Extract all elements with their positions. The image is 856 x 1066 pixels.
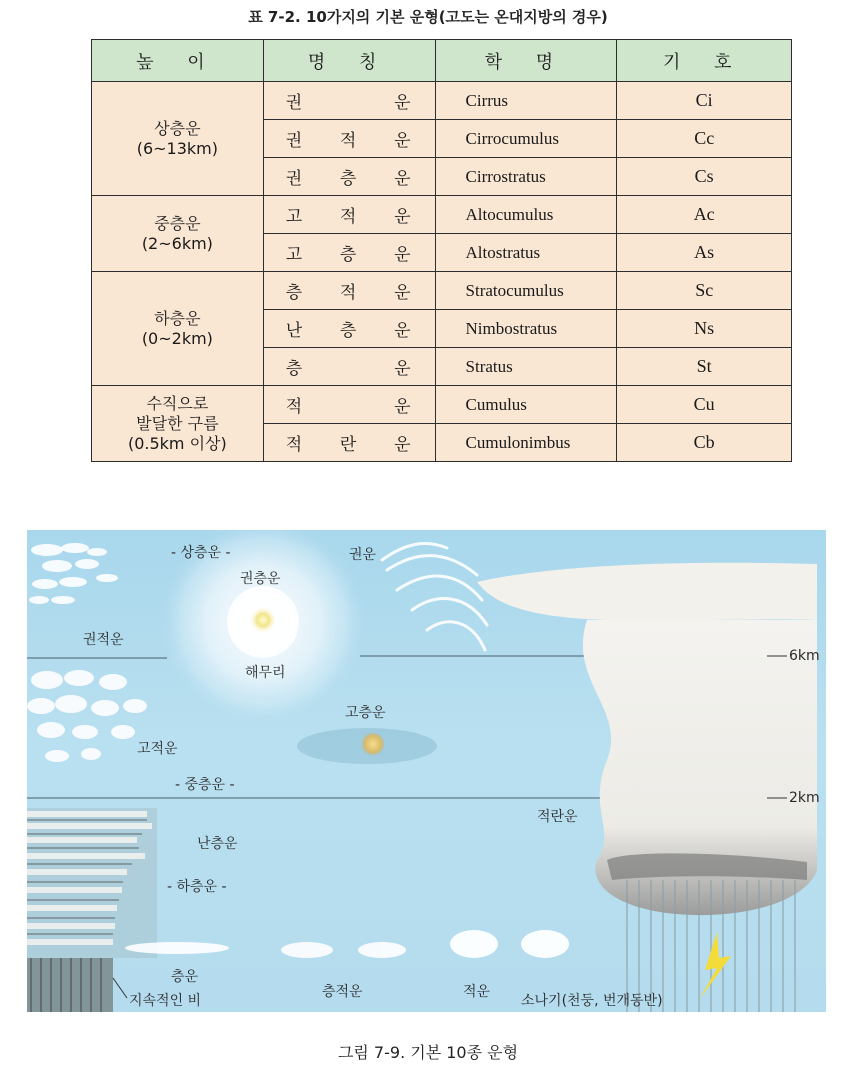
altitude-line: (2~6km) xyxy=(141,233,213,253)
altitude-line: (0.5km 이상) xyxy=(127,433,227,453)
cloud-name-char: 운 xyxy=(394,321,411,341)
lightning-icon xyxy=(699,932,731,1000)
stratocumulus-cloud xyxy=(281,942,406,958)
table-row xyxy=(92,196,792,234)
scientific-name-cell: Altostratus xyxy=(435,234,617,272)
scientific-name-cell: Cumulonimbus xyxy=(435,424,617,462)
header-altitude: 높 이 xyxy=(92,40,264,82)
symbol-cell: Ac xyxy=(617,196,792,234)
altitude-line: (0~2km) xyxy=(141,328,213,348)
symbol-cell: As xyxy=(617,234,792,272)
label-altostratus: 고층운 xyxy=(345,705,386,721)
label-halo: 해무리 xyxy=(245,665,286,681)
cloud-name-char: 층 xyxy=(339,321,357,341)
label-nimbostratus: 난층운 xyxy=(197,836,238,852)
symbol-cell: Ci xyxy=(617,82,792,120)
figure-caption: 그림 7-9. 기본 10종 운형 xyxy=(337,1043,519,1062)
cloud-name-char: 적 xyxy=(339,131,357,151)
cloud-name-cell xyxy=(263,386,435,424)
header-scientific-name: 학 명 xyxy=(435,40,617,82)
cloud-name-char: 운 xyxy=(394,435,411,455)
scientific-name-cell: Cirrocumulus xyxy=(435,120,617,158)
table-header-row xyxy=(92,40,792,82)
cloud-name-char: 운 xyxy=(394,93,411,113)
cloud-name-char: 적 xyxy=(339,207,357,227)
cloud-name-char: 운 xyxy=(394,169,411,189)
cirrus-cloud xyxy=(382,544,487,650)
sun-icon xyxy=(249,606,277,634)
label-cirrostratus: 권층운 xyxy=(240,571,281,587)
cloud-name-cell xyxy=(263,158,435,196)
symbol-cell: Sc xyxy=(617,272,792,310)
symbol-cell: St xyxy=(617,348,792,386)
scientific-name-cell: Stratus xyxy=(435,348,617,386)
label-cirrus: 권운 xyxy=(349,547,377,563)
table-row xyxy=(92,82,792,120)
scientific-name-cell: Cumulus xyxy=(435,386,617,424)
scientific-name-cell: Stratocumulus xyxy=(435,272,617,310)
cloud-name-char: 란 xyxy=(339,435,357,455)
stratus-cloud xyxy=(125,942,229,954)
altitude-cell xyxy=(92,82,264,196)
cloud-name-char: 적 xyxy=(285,397,303,417)
label-middle-level: - 중층운 - xyxy=(175,777,235,793)
cloud-name-char: 층 xyxy=(285,283,303,303)
nimbostratus-cloud xyxy=(27,808,157,1012)
symbol-cell: Cu xyxy=(617,386,792,424)
cloud-name-char: 적 xyxy=(339,283,357,303)
cloud-name-cell xyxy=(263,82,435,120)
cloud-name-char: 층 xyxy=(339,169,357,189)
sky-illustration xyxy=(27,530,826,1012)
altitude-cell xyxy=(92,386,264,462)
table-body xyxy=(92,82,792,462)
cirrocumulus-cloud xyxy=(29,543,118,604)
cloud-types-table xyxy=(91,39,792,462)
table-caption: 표 7-2. 10가지의 기본 운형(고도는 온대지방의 경우) xyxy=(248,8,608,26)
label-shower: 소나기(천둥, 번개동반) xyxy=(521,993,663,1009)
altocumulus-cloud xyxy=(27,670,147,762)
cloud-name-char: 운 xyxy=(394,207,411,227)
cloud-name-char: 운 xyxy=(394,245,411,265)
altitude-line: 수직으로 xyxy=(146,393,209,413)
label-cumulonimbus: 적란운 xyxy=(537,809,578,825)
label-altocumulus: 고적운 xyxy=(137,741,178,757)
cumulus-cloud xyxy=(450,930,569,958)
cloud-name-char: 운 xyxy=(394,283,411,303)
symbol-cell: Cb xyxy=(617,424,792,462)
cloud-name-char: 난 xyxy=(285,321,303,341)
cloud-name-cell xyxy=(263,234,435,272)
label-cumulus: 적운 xyxy=(463,984,491,1000)
altitude-line: 중층운 xyxy=(154,213,201,233)
label-stratus: 층운 xyxy=(171,969,199,985)
altitude-line: 하층운 xyxy=(154,308,201,328)
altitude-line: 발달한 구름 xyxy=(136,413,219,433)
dim-sun-icon xyxy=(361,732,385,756)
altitude-cell xyxy=(92,272,264,386)
cloud-name-char: 고 xyxy=(285,245,303,265)
header-name: 명 칭 xyxy=(263,40,435,82)
scientific-name-cell: Cirrus xyxy=(435,82,617,120)
cloud-name-cell xyxy=(263,424,435,462)
altitude-cell xyxy=(92,196,264,272)
cloud-name-char: 운 xyxy=(394,131,411,151)
label-continuous-rain: 지속적인 비 xyxy=(129,993,202,1009)
cloud-name-cell xyxy=(263,348,435,386)
altitude-line: (6~13km) xyxy=(136,138,218,158)
label-2km: 2km xyxy=(789,790,820,806)
cloud-name-cell xyxy=(263,120,435,158)
table-row xyxy=(92,386,792,424)
scientific-name-cell: Altocumulus xyxy=(435,196,617,234)
label-cirrocumulus: 권적운 xyxy=(83,632,124,648)
altitude-line: 상층운 xyxy=(154,118,201,138)
label-stratocumulus: 층적운 xyxy=(322,984,363,1000)
cloud-name-cell xyxy=(263,310,435,348)
cloud-name-char: 층 xyxy=(285,359,303,379)
label-upper-level: - 상층운 - xyxy=(171,545,231,561)
symbol-cell: Ns xyxy=(617,310,792,348)
cloud-name-char: 적 xyxy=(285,435,303,455)
cloud-name-char: 권 xyxy=(285,169,303,189)
cloud-name-char: 권 xyxy=(285,131,303,151)
symbol-cell: Cs xyxy=(617,158,792,196)
cloud-types-figure xyxy=(27,530,826,1012)
cloud-name-char: 고 xyxy=(285,207,303,227)
scientific-name-cell: Cirrostratus xyxy=(435,158,617,196)
header-symbol: 기 호 xyxy=(617,40,792,82)
cloud-name-cell xyxy=(263,272,435,310)
symbol-cell: Cc xyxy=(617,120,792,158)
label-6km: 6km xyxy=(789,648,820,664)
cloud-name-char: 운 xyxy=(394,397,411,417)
scientific-name-cell: Nimbostratus xyxy=(435,310,617,348)
table-row xyxy=(92,272,792,310)
cloud-name-char: 권 xyxy=(285,93,303,113)
cloud-name-char: 층 xyxy=(339,245,357,265)
cloud-name-cell xyxy=(263,196,435,234)
cloud-name-char: 운 xyxy=(394,359,411,379)
label-lower-level: - 하층운 - xyxy=(167,879,227,895)
